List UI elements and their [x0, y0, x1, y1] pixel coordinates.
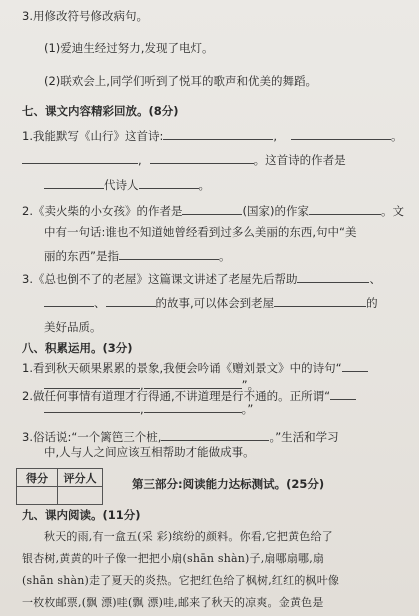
s7-q3-prompt: 3.《总也倒不了的老屋》这篇课文讲述了老屋先后帮助	[22, 272, 298, 286]
answer-blank[interactable]	[309, 202, 381, 215]
section-9-title: 九、课内阅读。(11分)	[22, 508, 141, 522]
s7-q3-story: 的故事,可以体会到老屋	[155, 296, 275, 310]
s7-q1-line3: 代诗人 。	[44, 176, 210, 193]
passage-line-3: (shān shàn)走了夏天的炎热。它把红色给了枫树,红红的枫叶像	[22, 574, 340, 587]
answer-blank[interactable]	[182, 202, 242, 215]
s7-q2-line2: 中有一句话:谁也不知道她曾经看到过多么美丽的东西,句中“美	[44, 225, 357, 239]
answer-blank[interactable]	[106, 294, 156, 307]
answer-blank[interactable]	[150, 151, 254, 164]
answer-blank[interactable]	[161, 428, 269, 441]
answer-blank[interactable]	[163, 127, 273, 140]
s7-q1-line1: 1.我能默写《山行》这首诗: , 。	[22, 129, 403, 143]
answer-blank[interactable]	[44, 294, 94, 307]
grader-label: 评分人	[58, 469, 103, 487]
s8-q3-prompt: 3.俗话说:“一个篱笆三个桩,	[22, 430, 162, 444]
s7-q2-country: (国家)的作家	[242, 204, 309, 218]
s7-q2-thing: 丽的东西”是指	[44, 249, 119, 263]
s7-q3-de: 的	[366, 296, 378, 310]
answer-blank[interactable]	[22, 151, 138, 164]
answer-blank[interactable]	[274, 294, 366, 307]
part-3-heading: 第三部分:阅读能力达标测试。(25分)	[132, 477, 325, 491]
s8-q3-line1	[22, 428, 339, 445]
answer-blank[interactable]	[144, 400, 242, 413]
score-box	[16, 468, 103, 505]
answer-blank[interactable]	[139, 176, 199, 189]
section-7-title: 七、课文内容精彩回放。(8分)	[22, 104, 179, 118]
section-8-title: 八、积累运用。(3分)	[22, 341, 133, 355]
passage-line-1: 秋天的雨,有一盒五(采 彩)缤纷的颜料。你看,它把黄色给了	[44, 530, 333, 543]
answer-blank[interactable]	[297, 270, 369, 283]
answer-blank[interactable]	[44, 176, 104, 189]
grader-cell[interactable]	[58, 487, 103, 505]
passage-line-4: 一枚枚邮票,(飘 漂)哇(飘 漂)哇,邮来了秋天的凉爽。金黄色是	[22, 596, 324, 609]
s7-q2-prompt: 2.《卖火柴的小女孩》的作者是	[22, 204, 183, 218]
answer-blank[interactable]	[342, 359, 368, 372]
s8-q1-prompt: 1.看到秋天硕果累累的景象,我便会吟诵《赠刘景文》中的诗句“	[22, 361, 342, 375]
answer-blank[interactable]	[119, 247, 219, 260]
s8-q2-prompt: 2.做任何事情有道理才行得通,不讲道理是行不通的。正所谓“	[22, 389, 331, 403]
s7-q2-line3: 丽的东西”是指 。	[44, 249, 231, 263]
q3-sentence-1: (1)爱迪生经过努力,发现了电灯。	[44, 41, 214, 55]
s7-q3-line3: 美好品质。	[44, 320, 102, 334]
s8-q3-end: 。”生活和学习	[269, 430, 339, 444]
score-cell[interactable]	[17, 487, 58, 505]
q3-title: 3.用修改符号修改病句。	[22, 9, 148, 23]
s8-q2-line2: , 。”	[44, 400, 253, 417]
s8-q1-line1	[22, 359, 368, 376]
answer-blank[interactable]	[330, 387, 356, 400]
s7-q2-line1	[22, 202, 404, 219]
answer-blank[interactable]	[44, 400, 140, 413]
s7-q1-dynasty-text: 代诗人	[104, 178, 139, 192]
s8-q3-line2: 中,人与人之间应该互相帮助才能做成事。	[44, 445, 255, 459]
score-label: 得分	[17, 469, 58, 487]
s7-q3-line1: 3.《总也倒不了的老屋》这篇课文讲述了老屋先后帮助 、	[22, 272, 381, 286]
q3-sentence-2: (2)联欢会上,同学们听到了悦耳的歌声和优美的舞蹈。	[44, 74, 317, 88]
passage-line-2: 银杏树,黄黄的叶子像一把把小扇(shān shàn)子,扇哪扇哪,扇	[22, 552, 325, 565]
answer-blank[interactable]	[291, 127, 391, 140]
s7-q1-author-text: 。这首诗的作者是	[253, 153, 346, 167]
s8-q1-line2: , ”。	[44, 376, 259, 393]
s7-q1-line2: , 。这首诗的作者是	[22, 151, 346, 168]
s7-q3-line2: 、 的故事,可以体会到老屋 的	[44, 294, 378, 311]
s7-q1-prompt: 1.我能默写《山行》这首诗:	[22, 129, 164, 143]
s7-q2-end: 。文	[380, 204, 404, 218]
